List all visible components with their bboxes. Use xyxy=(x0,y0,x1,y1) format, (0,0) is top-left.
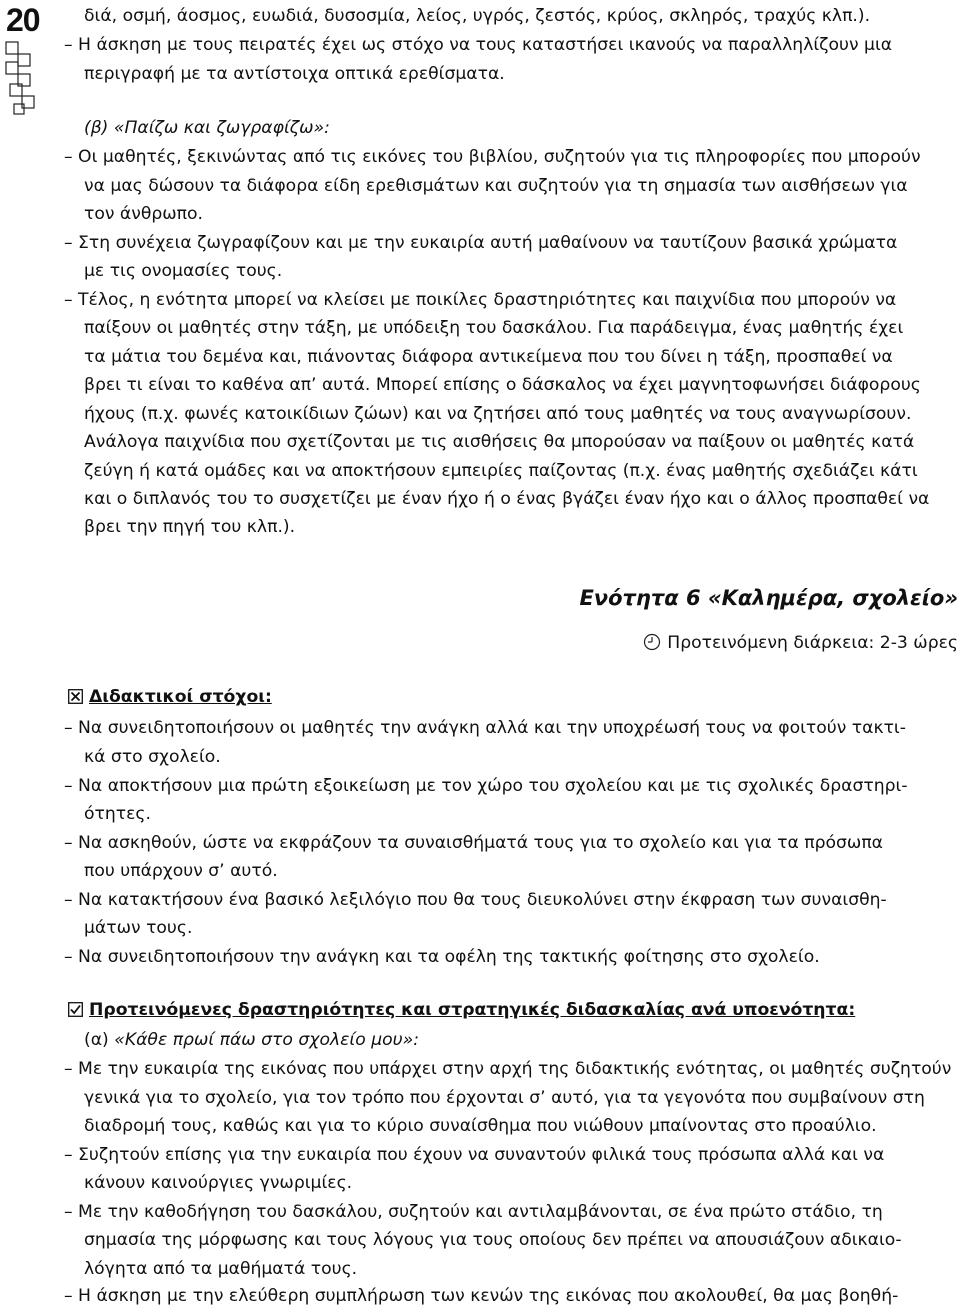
clock-icon xyxy=(643,633,661,651)
objective-line: – Να ασκηθούν, ώστε να εκφράζουν τα συναισθήματά τους για το σχολείο και για τα πρόσωπα xyxy=(64,833,883,853)
section-title: Ενότητα 6 «Καλημέρα, σχολείο» xyxy=(579,586,958,610)
objective-line: – Να αποκτήσουν μια πρώτη εξοικείωση με τον χώρο του σχολείου και με τις σχολικές δραστηρι- xyxy=(64,776,908,796)
activity-a-line: γενικά για το σχολείο, για τον τρόπο που έρχονται σ’ αυτό, για τα γεγονότα που συμβαίνουν στη xyxy=(84,1088,925,1108)
checkbox-cross-icon xyxy=(68,689,83,704)
activity-b-line: να μας δώσουν τα διάφορα είδη ερεθισμάτων και συζητούν για τη σημασία των αισθήσεων για xyxy=(84,176,908,196)
activity-a-label xyxy=(84,1030,419,1050)
activity-b-label: (β) «Παίζω και ζωγραφίζω»: xyxy=(84,118,330,138)
activity-b-line: βρει τι είναι το καθένα απ’ αυτά. Μπορεί επίσης ο δάσκαλος να έχει μαγνητοφωνήσει διάφορους xyxy=(84,375,921,395)
intro-line: διά, οσμή, άοσμος, ευωδιά, δυσοσμία, λείος, υγρός, ζεστός, κρύος, σκληρός, τραχύς κλπ.). xyxy=(84,6,871,26)
activity-b-line: τον άνθρωπο. xyxy=(84,204,204,224)
activity-a-line: κάνουν καινούργιες γνωριμίες. xyxy=(84,1173,353,1193)
activity-b-line: ήχους (π.χ. φωνές κατοικίδιων ζώων) και να ζητήσει από τους μαθητές να τους αναγνωρίσουν. xyxy=(84,404,912,424)
activity-a-line: λόγητα από τα μαθήματά τους. xyxy=(84,1259,358,1279)
objective-line: που υπάρχουν σ’ αυτό. xyxy=(84,861,278,881)
objective-line: – Να συνειδητοποιήσουν οι μαθητές την ανάγκη αλλά και την υποχρέωσή τους να φοιτούν τακτι- xyxy=(64,718,906,738)
objective-line: ότητες. xyxy=(84,804,151,824)
activity-b-line: – Στη συνέχεια ζωγραφίζουν και με την ευκαιρία αυτή μαθαίνουν να ταυτίζουν βασικά χρώματα xyxy=(64,233,898,253)
activity-b-line: ζεύγη ή κατά ομάδες και να αποκτήσουν εμπειρίες παίζοντας (π.χ. ένας μαθητής σχεδιάζει κάτι xyxy=(84,461,918,481)
activity-b-line: παίξουν οι μαθητές στην τάξη, με υπόδειξη του δασκάλου. Για παράδειγμα, ένας μαθητής έχει xyxy=(84,318,904,338)
activity-a-line: σημασία της μόρφωσης και τους λόγους για τους οποίους δεν πρέπει να απουσιάζουν αδικαιο- xyxy=(84,1230,902,1250)
activity-a-line: διαδρομή τους, καθώς και για το κύριο συναίσθημα που νιώθουν μπαίνοντας στο προαύλιο. xyxy=(84,1116,877,1136)
duration xyxy=(643,633,958,653)
activity-a-title: «Κάθε πρωί πάω στο σχολείο μου»: xyxy=(114,1030,420,1050)
intro-line: περιγραφή με τα αντίστοιχα οπτικά ερεθίσματα. xyxy=(84,64,505,84)
objective-line: – Να κατακτήσουν ένα βασικό λεξιλόγιο που θα τους διευκολύνει στην έκφραση των συναισθη- xyxy=(64,890,887,910)
objective-line: μάτων τους. xyxy=(84,918,193,938)
objective-line: – Να συνειδητοποιήσουν την ανάγκη και τα οφέλη της τακτικής φοίτησης στο σχολείο. xyxy=(64,947,820,967)
activities-heading: Προτεινόμενες δραστηριότητες και στρατηγικές διδασκαλίας ανά υποενότητα: xyxy=(89,1000,856,1020)
duration-text: Προτεινόμενη διάρκεια: 2-3 ώρες xyxy=(667,633,958,653)
activity-b-line: με τις ονομασίες τους. xyxy=(84,261,283,281)
activity-a-line: – Συζητούν επίσης για την ευκαιρία που έχουν να συναντούν φιλικά τους πρόσωπα αλλά και να xyxy=(64,1145,885,1165)
objectives-heading-row xyxy=(68,687,272,707)
objective-line: κά στο σχολείο. xyxy=(84,747,221,767)
objectives-heading: Διδακτικοί στόχοι: xyxy=(89,687,272,707)
page-number: 20 xyxy=(6,2,40,38)
activity-b-line: – Οι μαθητές, ξεκινώντας από τις εικόνες του βιβλίου, συζητούν για τις πληροφορίες που μπορούν xyxy=(64,147,921,167)
activity-a-line: – Με την καθοδήγηση του δασκάλου, συζητούν και αντιλαμβάνονται, σε ένα πρώτο στάδιο, τη xyxy=(64,1202,883,1222)
activity-a-prefix: (α) xyxy=(84,1030,115,1050)
activities-heading-row xyxy=(68,1000,855,1020)
activity-b-line: Ανάλογα παιχνίδια που σχετίζονται με τις αισθήσεις θα μπορούσαν να παίξουν οι μαθητές κατά xyxy=(84,432,915,452)
intro-line: – Η άσκηση με τους πειρατές έχει ως στόχο να τους καταστήσει ικανούς να παραλληλίζουν μια xyxy=(64,35,893,55)
activity-a-line: – Η άσκηση με την ελεύθερη συμπλήρωση των κενών της εικόνας που ακολουθεί, θα μας βοηθή- xyxy=(64,1286,899,1306)
activity-b-line: τα μάτια του δεμένα και, πιάνοντας διάφορα αντικείμενα που του δίνει η τάξη, προσπαθεί να xyxy=(84,347,893,367)
checkbox-checked-icon xyxy=(68,1002,83,1017)
activity-a-line: – Με την ευκαιρία της εικόνας που υπάρχει στην αρχή της διδακτικής ενότητας, οι μαθητές συζητούν xyxy=(64,1059,952,1079)
corner-squares-ornament xyxy=(4,40,44,118)
activity-b-line: και ο διπλανός του το συσχετίζει με έναν ήχο ή ο ένας βγάζει έναν ήχο και ο άλλος προσπαθεί να xyxy=(84,489,930,509)
activity-b-line: – Τέλος, η ενότητα μπορεί να κλείσει με ποικίλες δραστηριότητες και παιχνίδια που μπορούν να xyxy=(64,290,897,310)
activity-b-line: βρει την πηγή του κλπ.). xyxy=(84,517,296,537)
